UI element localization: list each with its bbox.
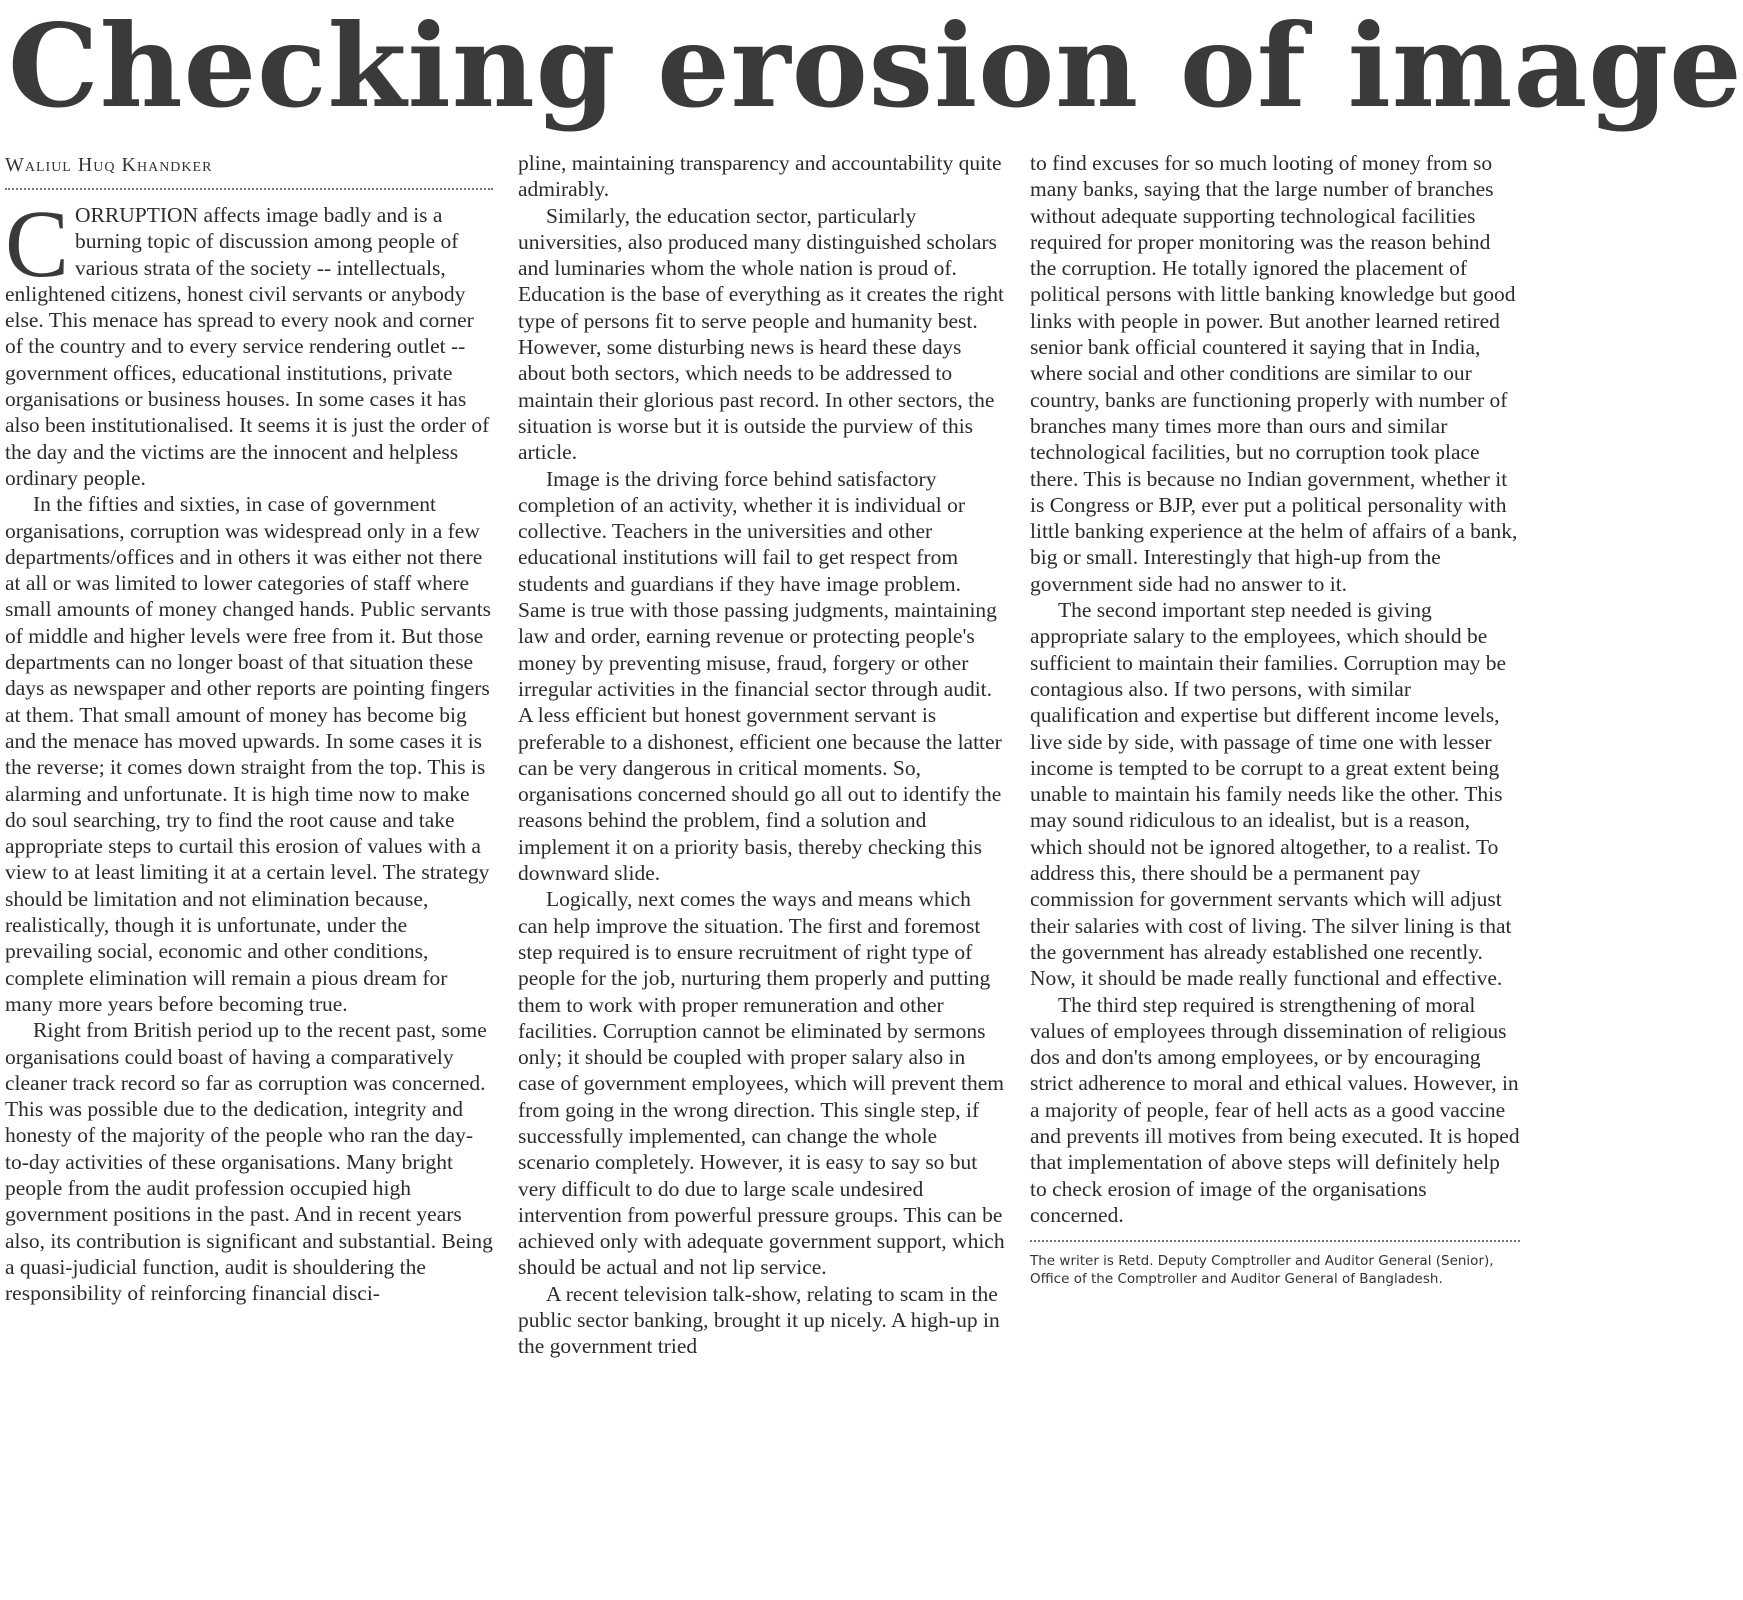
column-2 xyxy=(518,150,1006,1360)
paragraph-continued: pline, maintaining transparency and accountability quite admirably. xyxy=(518,151,1002,202)
paragraph-lead xyxy=(5,190,493,491)
author-note: The writer is Retd. Deputy Comptroller and Auditor General (Senior), Office of the Comptroller and Auditor General of Bangladesh. xyxy=(1030,1240,1520,1288)
paragraph: In the fifties and sixties, in case of government organisations, corruption was widespread only in a few departments/offices and in others it was either not there at all or was limited to lower categories of staff where small amounts of money changed hands. Public servants of middle and higher levels were free from it. But those departments can no longer boast of that situation these days as newspaper and other reports are pointing fingers at them. That small amount of money has become big and the menace has moved upwards. In some cases it is the reverse; it comes down straight from the top. This is alarming and unfortunate. It is high time now to make do soul searching, try to find the root cause and take appropriate steps to curtail this erosion of values with a view to at least limiting it at a certain level. The strategy should be limitation and not elimination because, realistically, though it is unfortunate, under the prevailing social, economic and other conditions, complete elimination will remain a pious dream for many more years before becoming true. xyxy=(5,492,492,1016)
headline: Checking erosion of image xyxy=(8,0,1743,133)
column-3 xyxy=(1030,150,1520,1288)
paragraph: Right from British period up to the recent past, some organisations could boast of having a comparatively cleaner track record so far as corruption was concerned. This was possible due to the dedication, integrity and honesty of the majority of the people who ran the day-to-day activities of these organisations. Many bright people from the audit profession occupied high government positions in the past. And in recent years also, its contribution is significant and substantial. Being a quasi-judicial function, audit is shouldering the responsibility of reinforcing financial disci- xyxy=(5,1018,493,1306)
paragraph: Image is the driving force behind satisfactory completion of an activity, whether it is individual or collective. Teachers in the universities and other educational institutions will fail to get respect from students and guardians if they have image problem. Same is true with those passing judgments, maintaining law and order, earning revenue or protecting people's money by preventing misuse, fraud, forgery or other irregular activities in the financial sector through audit. A less efficient but honest government servant is preferable to a dishonest, efficient one because the latter can be very dangerous in critical moments. So, organisations concerned should go all out to identify the reasons behind the problem, find a solution and implement it on a priority basis, thereby checking this downward slide. xyxy=(518,466,1002,886)
byline: Waliul Huq Khandker xyxy=(5,154,213,176)
paragraph-continued: to find excuses for so much looting of money from so many banks, saying that the large number of branches without adequate supporting technological facilities required for proper monitoring was the reason behind the corruption. He totally ignored the placement of political persons with little banking knowledge but good links with people in power. But another learned retired senior bank official countered it saying that in India, where social and other conditions are similar to our country, banks are functioning properly with number of branches many times more than ours and similar technological facilities, but no corruption took place there. This is because no Indian government, whether it is Congress or BJP, ever put a political personality with little banking experience at the helm of affairs of a bank, big or small. Interestingly that high-up from the government side had no answer to it. xyxy=(1030,151,1518,596)
paragraph: Logically, next comes the ways and means which can help improve the situation. The first and foremost step required is to ensure recruitment of right type of people for the job, nurturing them properly and putting them to work with proper remuneration and other facilities. Corruption cannot be eliminated by sermons only; it should be coupled with proper salary also in case of government employees, which will prevent them from going in the wrong direction. This single step, if successfully implemented, can change the whole scenario completely. However, it is easy to say so but very difficult to do due to large scale undesired intervention from powerful pressure groups. This can be achieved only with adequate government support, which should be actual and not lip service. xyxy=(518,887,1005,1280)
paragraph: A recent television talk-show, relating to scam in the public sector banking, brought it up nicely. A high-up in the government tried xyxy=(518,1281,1000,1359)
paragraph: The third step required is strengthening of moral values of employees through dissemination of religious dos and don'ts among employees, or by encouraging strict adherence to moral and ethical values. However, in a majority of people, fear of hell acts as a good vaccine and prevents ill motives from being executed. It is hoped that implementation of above steps will definitely help to check erosion of image of the organisations concerned. xyxy=(1030,992,1520,1227)
lead-small-caps: ORRUPTION xyxy=(75,203,199,227)
lead-text: affects image badly and is a burning topic of discussion among people of various strata of the society -- intellectuals, enlightened citizens, honest civil servants or anybody else. This menace has spread to every nook and corner of the country and to every service rendering outlet -- government offices, educational institutions, private organisations or business houses. In some cases it has also been institutionalised. It seems it is just the order of the day and the victims are the innocent and helpless ordinary people. xyxy=(5,203,490,490)
column-1 xyxy=(5,150,493,1306)
drop-cap: C xyxy=(5,190,70,297)
dotted-divider xyxy=(5,188,493,190)
paragraph: Similarly, the education sector, particularly universities, also produced many distinguished scholars and luminaries whom the whole nation is proud of. Education is the base of everything as it creates the right type of persons fit to serve people and humanity best. However, some disturbing news is heard these days about both sectors, which needs to be addressed to maintain their glorious past record. In other sectors, the situation is worse but it is outside the purview of this article. xyxy=(518,203,1004,465)
paragraph: The second important step needed is giving appropriate salary to the employees, which should be sufficient to maintain their families. Corruption may be contagious also. If two persons, with similar qualification and expertise but different income levels, live side by side, with passage of time one with lesser income is tempted to be corrupt to a great extent being unable to maintain his family needs like the other. This may sound ridiculous to an idealist, but is a reason, which should not be ignored altogether, to a realist. To address this, there should be a permanent pay commission for government servants which will adjust their salaries with cost of living. The silver lining is that the government has already established one recently. Now, it should be made really functional and effective. xyxy=(1030,598,1512,991)
